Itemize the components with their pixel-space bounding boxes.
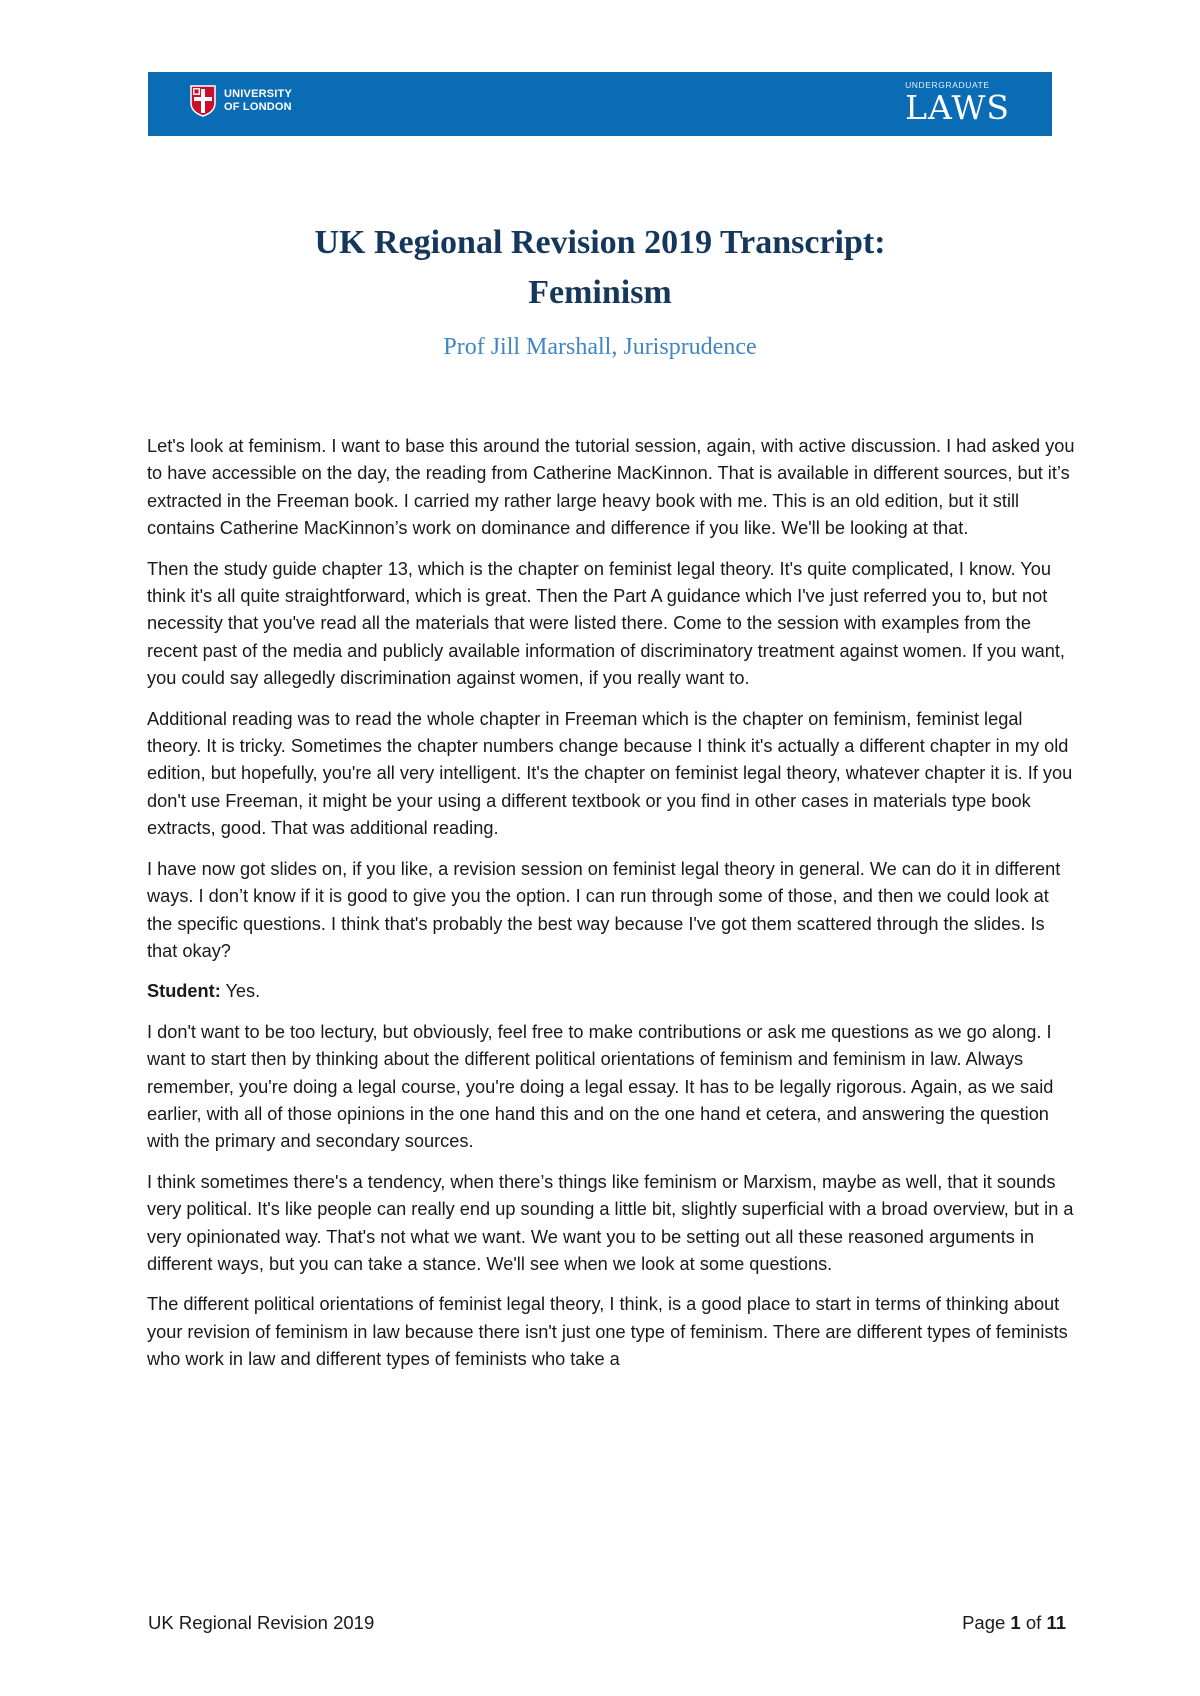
title-line2: Feminism — [528, 274, 672, 311]
document-title — [148, 218, 1052, 318]
page-current: 1 — [1010, 1612, 1021, 1633]
undergraduate-laws-logo — [905, 80, 1010, 126]
university-of-london-wordmark — [224, 88, 292, 114]
laws-logo-small: UNDERGRADUATE — [905, 80, 990, 90]
crest-icon — [190, 85, 216, 117]
paragraph-5 — [147, 978, 1077, 1005]
university-of-london-logo — [190, 85, 292, 117]
laws-logo-big: LAWS — [905, 88, 1010, 127]
page-total: 11 — [1046, 1612, 1066, 1633]
title-line1: UK Regional Revision 2019 Transcript: — [314, 224, 886, 261]
speaker-label: Student: — [147, 981, 221, 1002]
paragraph-8: The different political orientations of feminist legal theory, I think, is a good place to start in terms of thinking about your revision of feminism in law because there isn't just one type of feminism. There are different types of feminists who work in law and different types of feminists who take a — [147, 1294, 1068, 1370]
of-word: of — [1020, 1612, 1047, 1633]
header-banner — [148, 72, 1052, 136]
uol-line2: OF LONDON — [224, 101, 292, 113]
paragraph-6: I don't want to be too lectury, but obviously, feel free to make contributions or ask me questions as we go along. I want to start then by thinking about the different political orientations of feminism and feminism in law. Always remember, you're doing a legal course, you're doing a legal essay. It has to be legally rigorous. Again, as we said earlier, with all of those opinions in the one hand this and on the one hand et cetera, and answering the question with the primary and secondary sources. — [147, 1021, 1054, 1152]
page-number — [962, 1611, 1066, 1635]
paragraph-3: Additional reading was to read the whole chapter in Freeman which is the chapter on feminism, feminist legal theory. It is tricky. Sometimes the chapter numbers change because I think it's actually a different chapter in my old edition, but hopefully, you're all very intelligent. It's the chapter on feminist legal theory, whatever chapter it is. If you don't use Freeman, it might be your using a different textbook or you find in other cases in materials type book extracts, good. That was additional reading. — [147, 708, 1073, 839]
transcript-body — [147, 433, 1077, 1387]
paragraph-4: I have now got slides on, if you like, a revision session on feminist legal theory in general. We can do it in different ways. I don’t know if it is good to give you the option. I can run through some of those, and then we could look at the specific questions. I think that's probably the best way because I've got them scattered through the slides. Is that okay? — [147, 858, 1061, 961]
document-subtitle: Prof Jill Marshall, Jurisprudence — [443, 334, 757, 360]
paragraph-2: Then the study guide chapter 13, which is the chapter on feminist legal theory. It's quite complicated, I know. You think it's all quite straightforward, which is great. Then the Part A guidance which I've just referred you to, but not necessity that you've read all the materials that were listed there. Come to the session with examples from the recent past of the media and publicly available information of discriminatory treatment against women. If you want, you could say allegedly discrimination against women, if you really want to. — [147, 558, 1065, 689]
title-block — [148, 218, 1052, 362]
speaker-reply: Yes. — [220, 981, 261, 1002]
page-word: Page — [962, 1612, 1011, 1633]
paragraph-7: I think sometimes there's a tendency, when there’s things like feminism or Marxism, maybe as well, that it sounds very political. It's like people can really end up sounding a little bit, slightly superficial with a broad overview, but in a very opinionated way. That's not what we want. We want you to be setting out all these reasoned arguments in different ways, but you can take a stance. We'll see when we look at some questions. — [147, 1171, 1074, 1274]
footer-title: UK Regional Revision 2019 — [148, 1612, 375, 1633]
paragraph-1: Let's look at feminism. I want to base this around the tutorial session, again, with active discussion. I had asked you to have accessible on the day, the reading from Catherine MacKinnon. That is available in different sources, but it’s extracted in the Freeman book. I carried my rather large heavy book with me. This is an old edition, but it still contains Catherine MacKinnon’s work on dominance and difference if you like. We'll be looking at that. — [147, 436, 1075, 539]
uol-line1: UNIVERSITY — [224, 88, 293, 100]
